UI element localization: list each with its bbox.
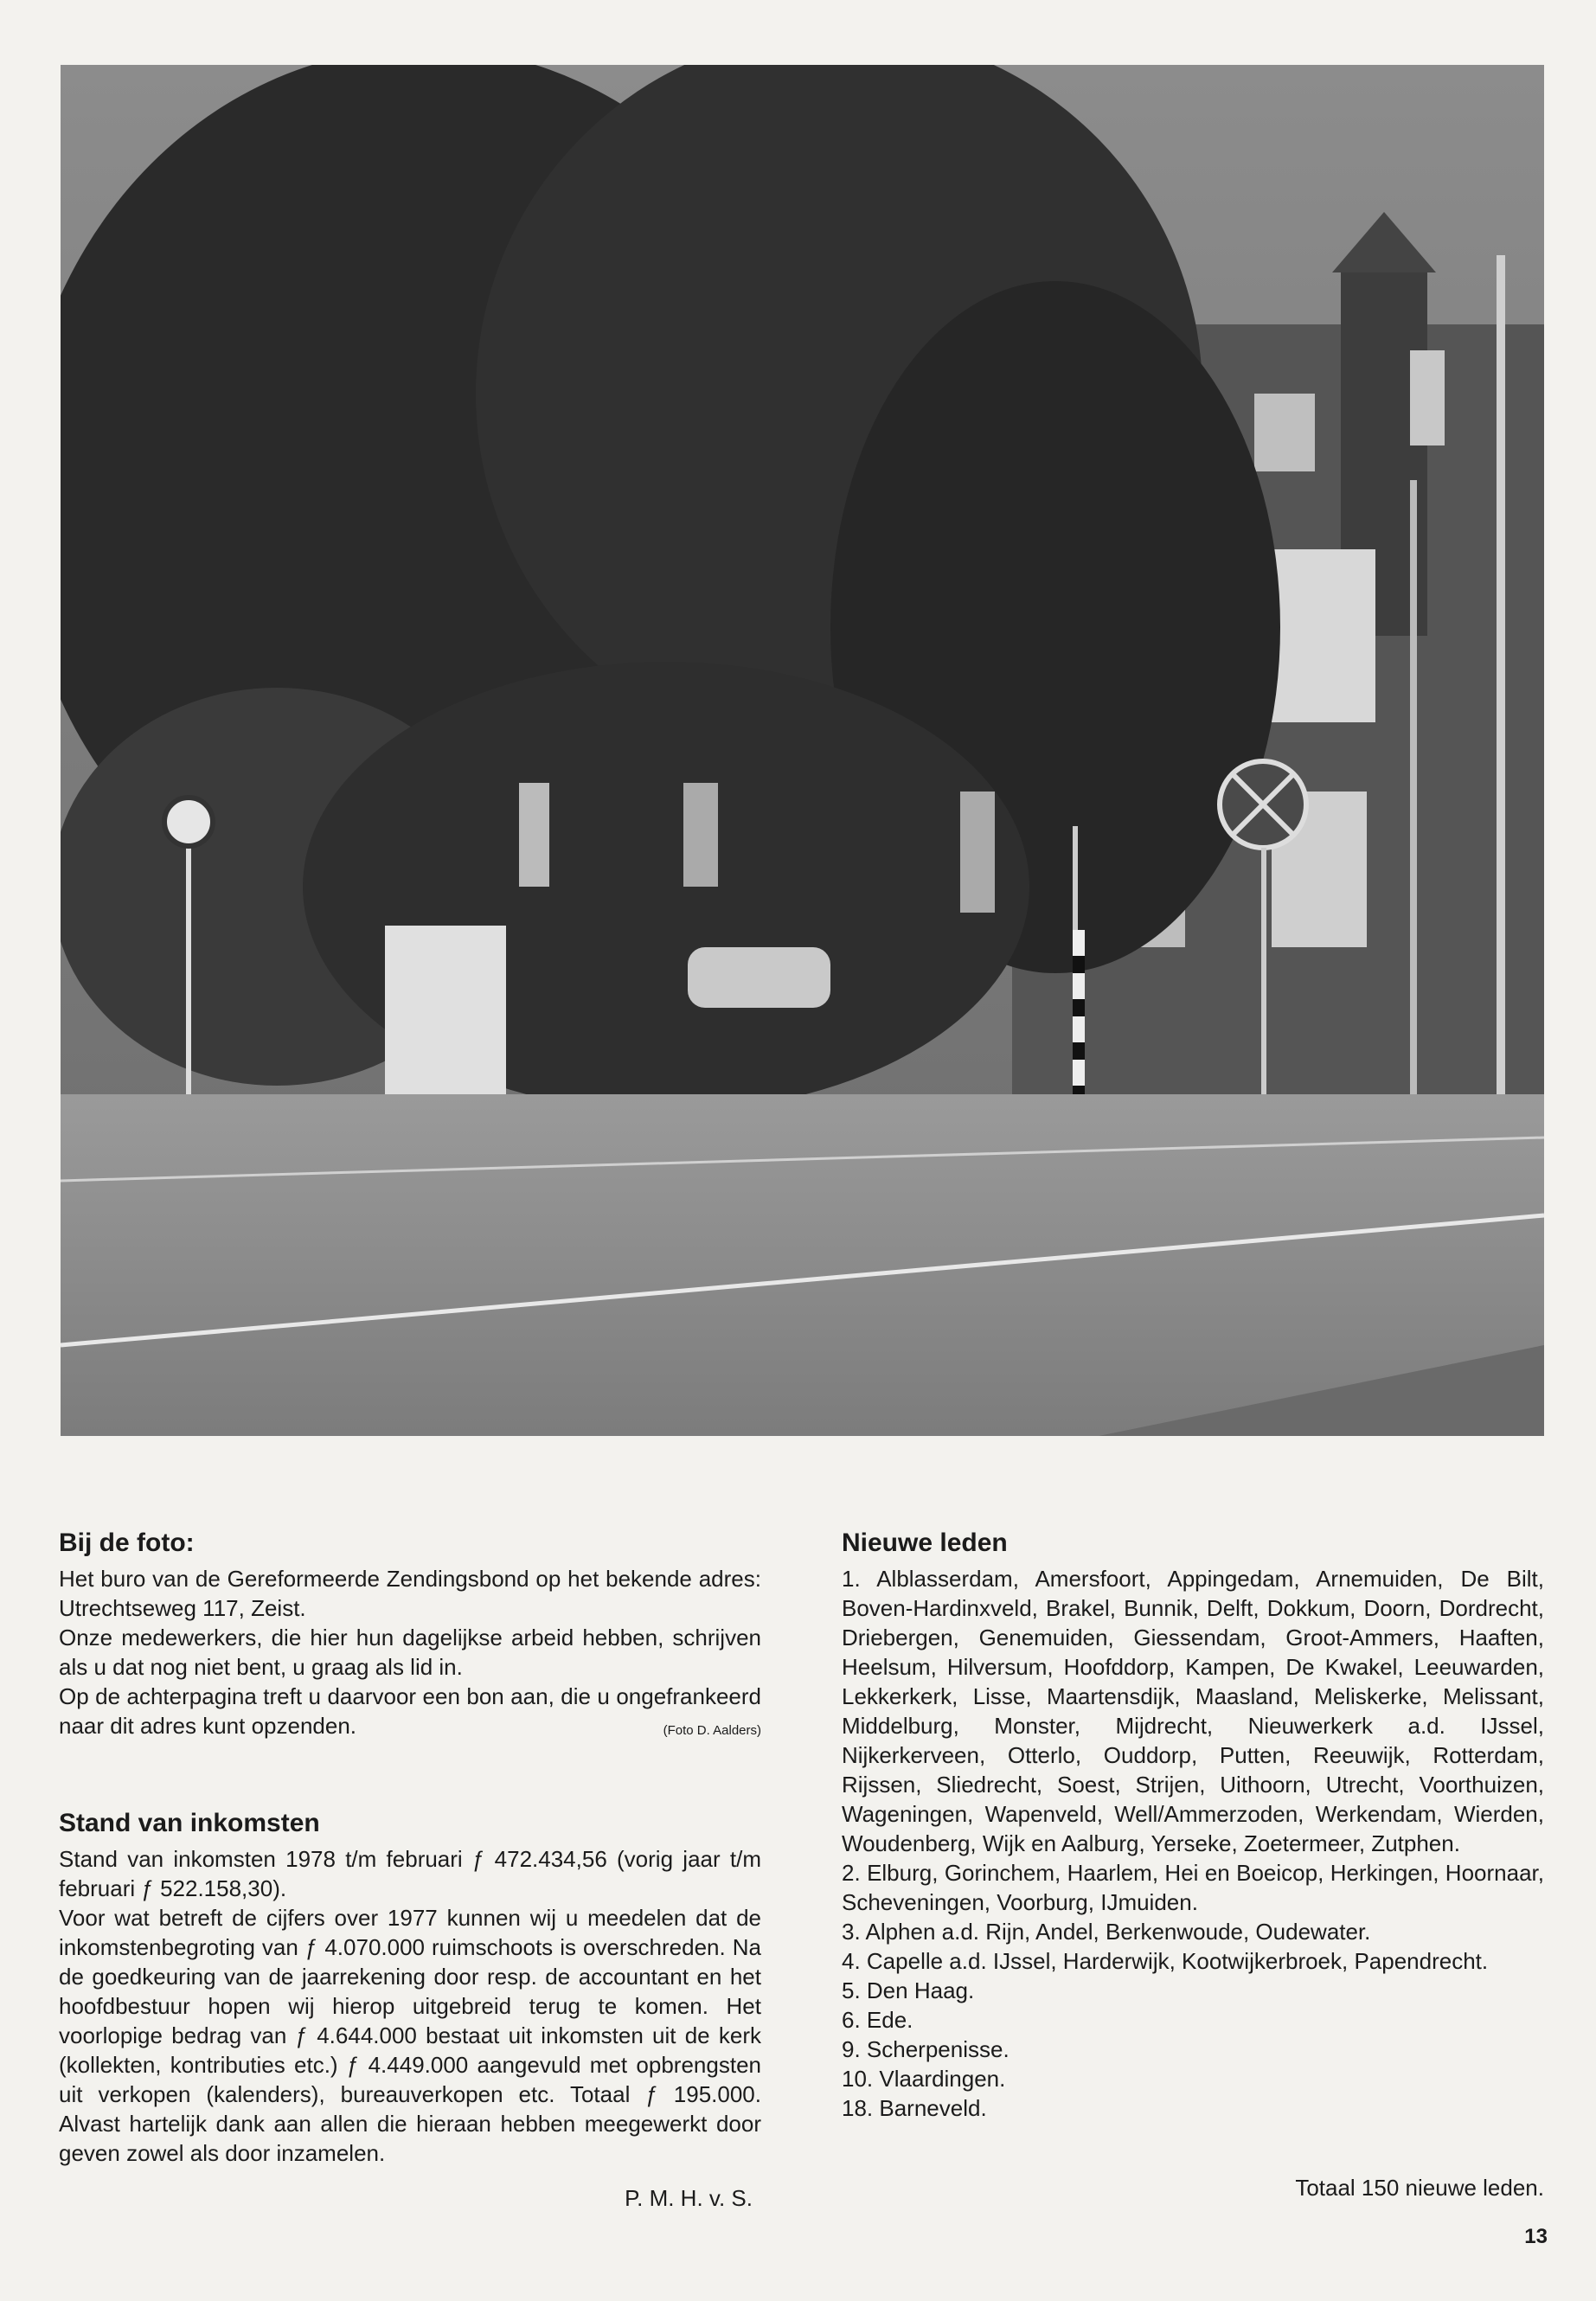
members-item: 6. Ede. [842, 2007, 913, 2033]
caption-paragraph-3-text: Op de achterpagina treft u daarvoor een bon aan, die u ongefrankeerd naar dit adres kunt opzenden. [59, 1683, 761, 1739]
caption-paragraph-1: Het buro van de Gereformeerde Zendingsbond op het bekende adres: Utrechtseweg 117, Zeist. [59, 1566, 761, 1621]
members-item: 2. Elburg, Gorinchem, Haarlem, Hei en Boeicop, Herkingen, Hoornaar, Scheveningen, Voorburg, IJmuiden. [842, 1860, 1544, 1915]
members-item: 10. Vlaardingen. [842, 2066, 1006, 2092]
members-item: 3. Alphen a.d. Rijn, Andel, Berkenwoude, Oudewater. [842, 1919, 1371, 1945]
left-column [59, 1526, 761, 2213]
page-number: 13 [1524, 2225, 1548, 2248]
income-paragraph-1: Stand van inkomsten 1978 t/m februari ƒ 472.434,56 (vorig jaar t/m februari ƒ 522.158,30). [59, 1846, 761, 1901]
caption-heading: Bij de foto: [59, 1529, 195, 1557]
street-scene-illustration [61, 65, 1544, 1436]
caption-paragraph-3 [59, 1682, 761, 1740]
caption-paragraph-2: Onze medewerkers, die hier hun dagelijkse arbeid hebben, schrijven als u dat nog niet bent, u graag als lid in. [59, 1625, 761, 1680]
right-column [842, 1526, 1544, 2202]
members-heading: Nieuwe leden [842, 1529, 1008, 1557]
members-item: 4. Capelle a.d. IJssel, Harderwijk, Kootwijkerbroek, Papendrecht. [842, 1948, 1489, 1974]
photo-credit: (Foto D. Aalders) [663, 1723, 761, 1738]
members-item: 18. Barneveld. [842, 2095, 987, 2121]
members-item: 1. Alblasserdam, Amersfoort, Appingedam, Arnemuiden, De Bilt, Boven-Hardinxveld, Brakel, Bunnik, Delft, Dokkum, Doorn, Dordrecht, Driebergen, Genemuiden, Giessendam, Groot-Ammers, Haaften, Heelsum, Hilversum, Hoofddorp, Kampen, De Kwakel, Leeuwarden, Lekkerkerk, Lisse, Maartensdijk, Maasland, Meliskerke, Melissant, Middelburg, Monster, Mijdrecht, Nieuwerkerk a.d. IJssel, Nijkerkerveen, Otterlo, Ouddorp, Putten, Reeuwijk, Rotterdam, Rijssen, Sliedrecht, Soest, Strijen, Uithoorn, Utrecht, Voorthuizen, Wageningen, Wapenveld, Well/Ammerzoden, Werkendam, Wierden, Woudenberg, Wijk en Aalburg, Yerseke, Zoetermeer, Zutphen. [842, 1566, 1544, 1856]
income-signature: P. M. H. v. S. [625, 2185, 753, 2211]
income-section [59, 1806, 761, 2213]
income-paragraph-2: Voor wat betreft de cijfers over 1977 kunnen wij u meedelen dat de inkomstenbegroting van ƒ 4.070.000 ruimschoots is overschreden. Na de goedkeuring van de jaarrekening door resp. de accountant en het hoofdbestuur hopen wij hierop uitgebreid terug te komen. Het voorlopige bedrag van ƒ 4.644.000 bestaat uit inkomsten uit de kerk (kollekten, kontributies etc.) ƒ 4.449.000 aangevuld met opbrengsten uit verkopen (kalenders), bureauverkopen etc. Totaal ƒ 195.000. Alvast hartelijk dank aan allen die hieraan hebben meegewerkt door geven zowel als door inzamelen. [59, 1905, 761, 2166]
income-heading: Stand van inkomsten [59, 1809, 320, 1837]
members-item: 9. Scherpenisse. [842, 2036, 1010, 2062]
building-photo [61, 65, 1544, 1436]
members-total: Totaal 150 nieuwe leden. [1295, 2175, 1544, 2201]
members-item: 5. Den Haag. [842, 1977, 975, 2003]
